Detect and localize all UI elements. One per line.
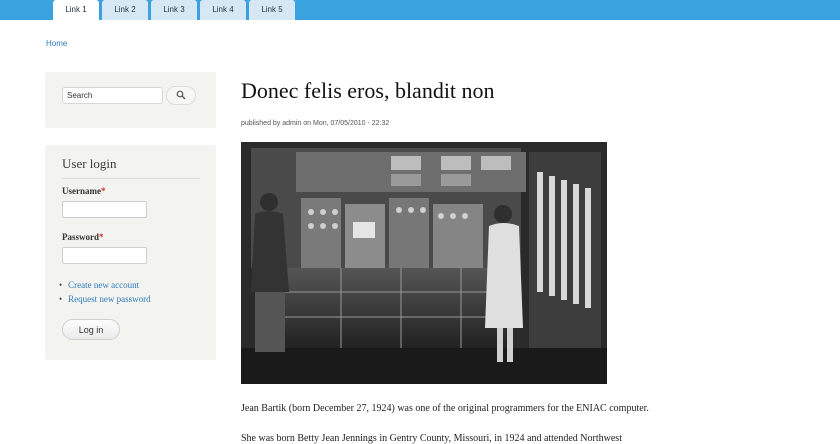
breadcrumb-home-link[interactable]: Home — [46, 39, 68, 48]
password-label — [62, 232, 104, 242]
eniac-photo — [241, 142, 607, 384]
list-item — [59, 278, 151, 292]
article-meta: published by admin on Mon, 07/05/2010 - 22:32 — [241, 120, 390, 127]
username-field[interactable] — [62, 201, 147, 218]
create-account-link[interactable]: Create new account — [68, 280, 140, 290]
login-links-list — [59, 278, 151, 306]
password-field[interactable] — [62, 247, 147, 264]
tab-link-3[interactable]: Link 3 — [151, 0, 197, 20]
tab-link-1[interactable]: Link 1 — [53, 0, 99, 20]
search-icon — [176, 88, 186, 103]
username-label-text: Username — [62, 186, 101, 196]
login-block-title: User login — [62, 156, 200, 179]
password-label-text: Password — [62, 232, 100, 242]
search-button[interactable] — [166, 86, 196, 105]
required-marker: * — [99, 232, 104, 242]
article-title: Donec felis eros, blandit non — [241, 78, 495, 103]
username-label — [62, 186, 106, 196]
primary-tabs — [53, 0, 295, 20]
required-marker: * — [101, 186, 106, 196]
user-login-block — [45, 145, 216, 360]
article-paragraph: She was born Betty Jean Jennings in Gentry County, Missouri, in 1924 and attended Northwest — [241, 433, 622, 444]
article-image — [241, 142, 607, 384]
list-item — [59, 292, 151, 306]
tab-link-4[interactable]: Link 4 — [200, 0, 246, 20]
tab-link-5[interactable]: Link 5 — [249, 0, 295, 20]
tab-link-2[interactable]: Link 2 — [102, 0, 148, 20]
article-paragraph: Jean Bartik (born December 27, 1924) was one of the original programmers for the ENIAC computer. — [241, 403, 649, 414]
log-in-button[interactable]: Log in — [62, 319, 120, 340]
search-input[interactable] — [62, 87, 163, 104]
request-password-link[interactable]: Request new password — [68, 294, 151, 304]
top-navigation-bar — [0, 0, 840, 20]
